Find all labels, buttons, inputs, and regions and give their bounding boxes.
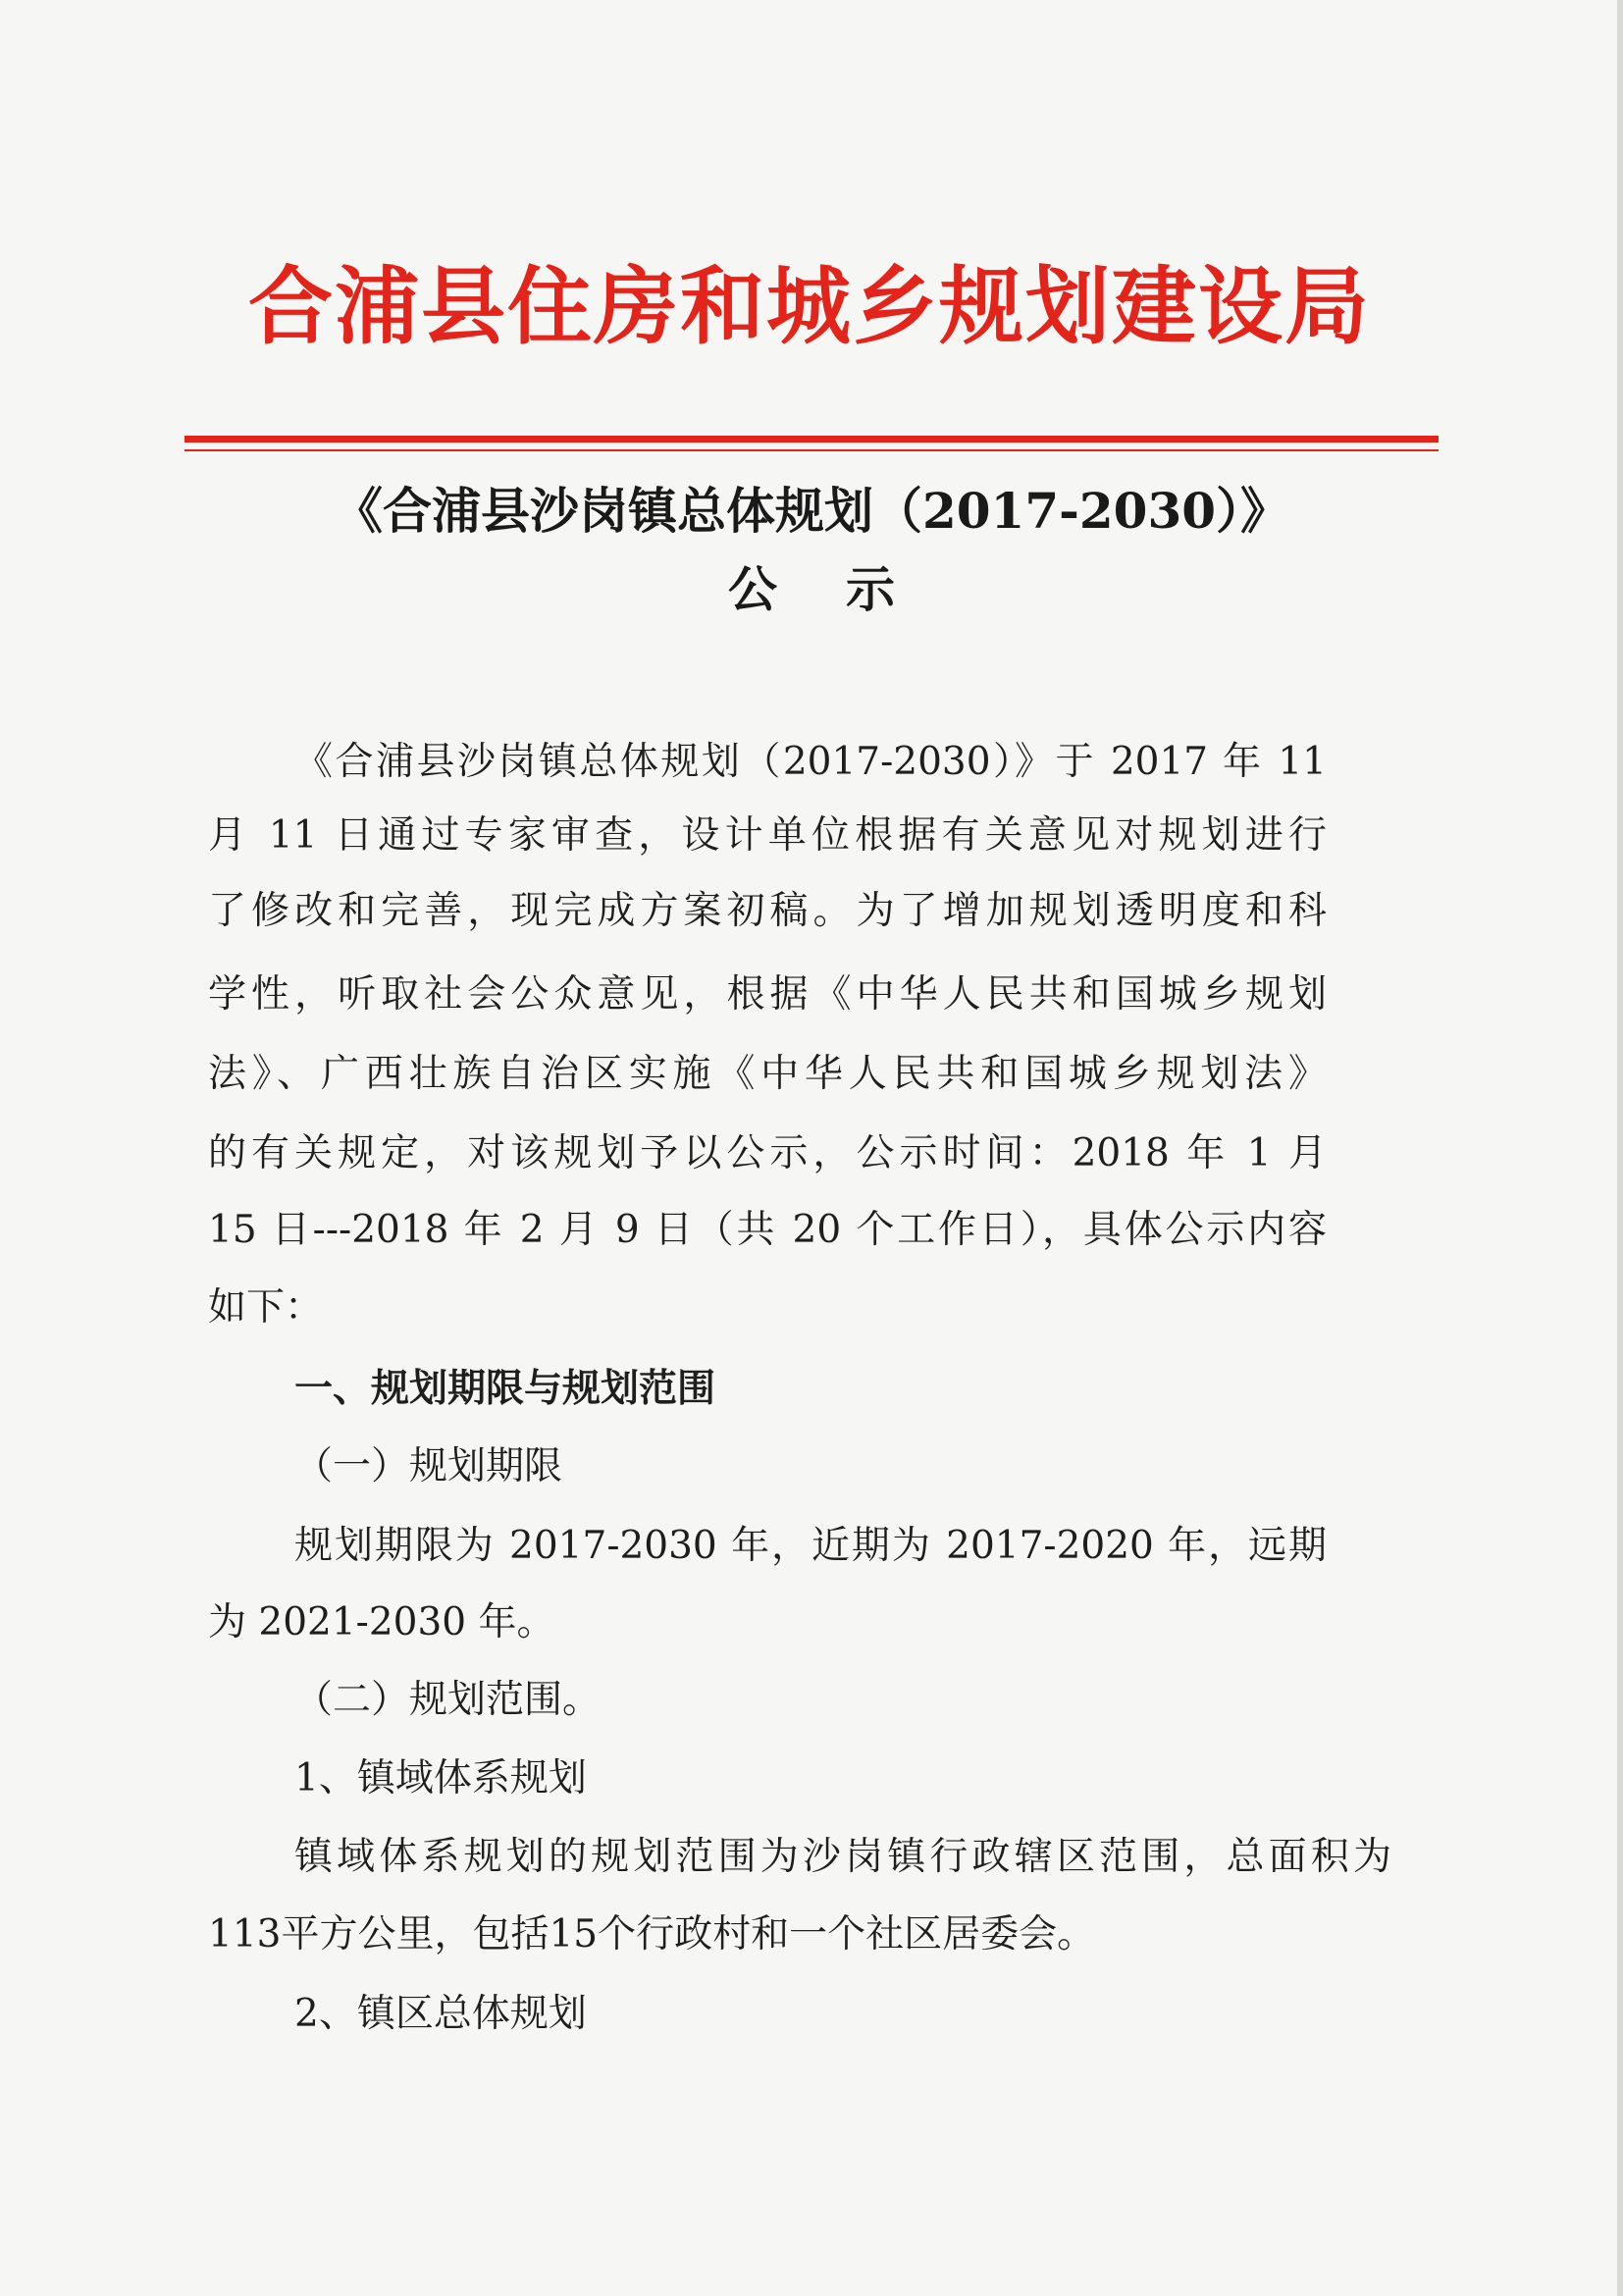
document-subtitle: 公示 bbox=[728, 560, 964, 618]
scope-line-1: 镇域体系规划的规划范围为沙岗镇行政辖区范围，总面积为 bbox=[294, 1835, 1391, 1879]
intro-line-3: 了修改和完善，现完成方案初稿。为了增加规划透明度和科 bbox=[208, 889, 1327, 933]
intro-line-7: 15 日---2018 年 2 月 9 日（共 20 个工作日），具体公示内容 bbox=[208, 1208, 1327, 1252]
letterhead-rule-thin bbox=[184, 449, 1439, 451]
subsection-heading-period: （一）规划期限 bbox=[294, 1444, 563, 1488]
scope-line-2: 113平方公里，包括15个行政村和一个社区居委会。 bbox=[208, 1912, 1096, 1957]
intro-line-4: 学性，听取社会公众意见，根据《中华人民共和国城乡规划 bbox=[208, 972, 1327, 1017]
intro-line-5: 法》、广西壮族自治区实施《中华人民共和国城乡规划法》 bbox=[208, 1052, 1327, 1096]
period-line-1: 规划期限为 2017-2030 年，近期为 2017-2020 年，远期 bbox=[294, 1524, 1327, 1568]
item-heading-town-system: 1、镇域体系规划 bbox=[294, 1756, 587, 1800]
intro-line-6: 的有关规定，对该规划予以公示，公示时间：2018 年 1 月 bbox=[208, 1131, 1327, 1175]
agency-letterhead: 合浦县住房和城乡规划建设局 bbox=[248, 257, 1371, 356]
period-line-2: 为 2021-2030 年。 bbox=[208, 1600, 555, 1644]
section-heading-1: 一、规划期限与规划范围 bbox=[294, 1366, 716, 1411]
letterhead-rule-thick bbox=[184, 436, 1439, 443]
subsection-heading-scope: （二）规划范围。 bbox=[294, 1678, 602, 1722]
intro-line-2: 月 11 日通过专家审查，设计单位根据有关意见对规划进行 bbox=[208, 813, 1327, 858]
scan-edge bbox=[1617, 0, 1623, 2296]
intro-line-1: 《合浦县沙岗镇总体规划（2017-2030）》于 2017 年 11 bbox=[294, 740, 1327, 784]
intro-line-8: 如下： bbox=[208, 1285, 324, 1330]
item-heading-town-master-plan: 2、镇区总体规划 bbox=[294, 1992, 587, 2036]
document-title: 《合浦县沙岗镇总体规划（2017-2030）》 bbox=[333, 482, 1290, 540]
